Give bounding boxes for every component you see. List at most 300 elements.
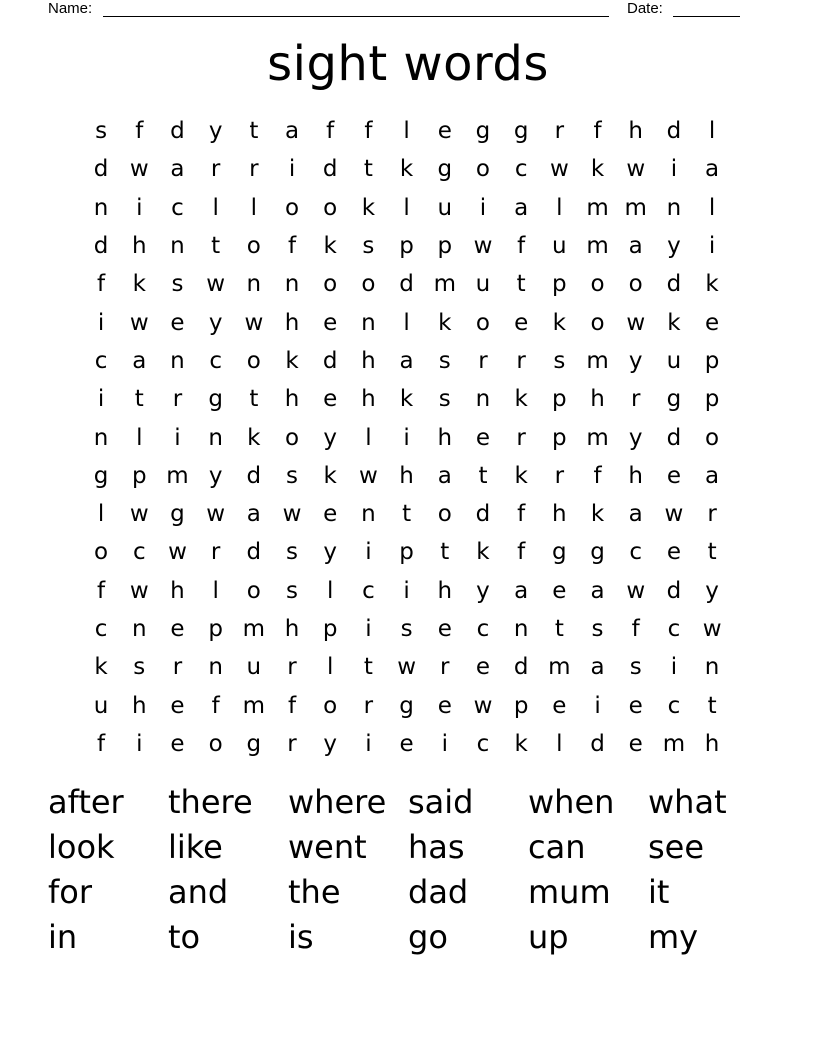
grid-letter: a bbox=[170, 156, 185, 183]
word-list-item: look bbox=[48, 828, 115, 866]
grid-letter: d bbox=[666, 118, 682, 145]
grid-letter: f bbox=[517, 539, 526, 566]
word-list-item: the bbox=[288, 873, 341, 911]
grid-letter: h bbox=[437, 577, 453, 604]
grid-letter: a bbox=[514, 194, 529, 221]
grid-letter: c bbox=[514, 156, 528, 183]
grid-letter: f bbox=[97, 271, 106, 298]
grid-letter: p bbox=[704, 347, 720, 374]
grid-letter: k bbox=[94, 654, 108, 681]
grid-letter: w bbox=[359, 462, 378, 489]
grid-letter: m bbox=[166, 462, 189, 489]
grid-letter: f bbox=[517, 233, 526, 260]
word-list-item: said bbox=[408, 783, 474, 821]
letter-grid bbox=[82, 112, 731, 763]
grid-letter: a bbox=[628, 233, 643, 260]
word-list-item: to bbox=[168, 918, 201, 956]
grid-letter: o bbox=[94, 539, 109, 566]
grid-letter: r bbox=[554, 118, 565, 145]
grid-letter: i bbox=[479, 194, 487, 221]
grid-letter: m bbox=[242, 616, 266, 642]
grid-letter: d bbox=[93, 156, 109, 183]
grid-letter: i bbox=[97, 309, 105, 336]
grid-letter: i bbox=[670, 654, 678, 681]
grid-letter: d bbox=[246, 462, 262, 489]
grid-letter: i bbox=[365, 730, 372, 757]
word-list-item: for bbox=[48, 873, 92, 911]
grid-letter: l bbox=[250, 194, 258, 221]
grid-letter: f bbox=[97, 730, 106, 757]
grid-letter: w bbox=[626, 156, 646, 183]
grid-letter: w bbox=[626, 309, 646, 336]
grid-letter: g bbox=[208, 386, 223, 413]
grid-letter: n bbox=[208, 654, 223, 681]
grid-letter: t bbox=[707, 692, 717, 719]
grid-letter: p bbox=[552, 271, 567, 298]
grid-letter: k bbox=[285, 347, 299, 374]
grid-letter: o bbox=[284, 194, 300, 221]
grid-letter: l bbox=[212, 194, 219, 221]
grid-letter: w bbox=[129, 156, 149, 183]
grid-letter: l bbox=[708, 194, 716, 221]
grid-letter: m bbox=[586, 424, 609, 451]
grid-letter: w bbox=[129, 501, 149, 528]
grid-letter: k bbox=[667, 309, 681, 336]
grid-letter: r bbox=[287, 730, 297, 757]
grid-letter: i bbox=[288, 156, 296, 183]
grid-letter: l bbox=[327, 654, 334, 681]
grid-letter: e bbox=[552, 577, 567, 604]
grid-letter: y bbox=[208, 309, 223, 336]
grid-letter: m bbox=[586, 233, 609, 260]
grid-letter: c bbox=[132, 539, 146, 566]
grid-letter: r bbox=[440, 654, 450, 681]
grid-letter: e bbox=[323, 309, 338, 336]
grid-letter: e bbox=[628, 692, 643, 719]
grid-letter: u bbox=[552, 233, 567, 260]
grid-letter: s bbox=[133, 654, 146, 681]
grid-letter: t bbox=[211, 233, 221, 260]
grid-letter: d bbox=[170, 118, 185, 145]
grid-letter: g bbox=[590, 539, 605, 566]
grid-letter: i bbox=[708, 233, 716, 260]
grid-letter: d bbox=[666, 424, 682, 451]
grid-letter: e bbox=[475, 424, 491, 451]
grid-letter: r bbox=[707, 501, 717, 528]
grid-letter: k bbox=[399, 156, 414, 183]
grid-letter: s bbox=[400, 616, 413, 642]
grid-letter: k bbox=[438, 309, 452, 336]
grid-letter: e bbox=[323, 501, 338, 528]
grid-letter: e bbox=[170, 730, 185, 757]
grid-letter: y bbox=[705, 577, 719, 604]
grid-letter: u bbox=[475, 271, 491, 298]
grid-letter: f bbox=[631, 616, 640, 642]
grid-letter: a bbox=[590, 577, 605, 604]
grid-letter: i bbox=[441, 730, 448, 757]
worksheet-header bbox=[0, 0, 816, 24]
grid-letter: e bbox=[705, 309, 720, 336]
grid-letter: c bbox=[476, 730, 490, 757]
grid-letter: o bbox=[475, 309, 490, 336]
grid-letter: h bbox=[131, 692, 147, 719]
grid-letter: p bbox=[131, 462, 147, 489]
word-list bbox=[48, 780, 768, 960]
grid-letter: h bbox=[399, 462, 414, 489]
grid-letter: c bbox=[629, 539, 643, 566]
grid-letter: h bbox=[284, 309, 300, 336]
grid-letter: i bbox=[403, 577, 410, 604]
grid-letter: h bbox=[284, 386, 300, 413]
grid-letter: m bbox=[624, 194, 647, 221]
grid-letter: h bbox=[437, 424, 453, 451]
grid-letter: r bbox=[249, 156, 259, 183]
word-list-item: went bbox=[288, 828, 367, 866]
grid-letter: l bbox=[327, 577, 334, 604]
grid-letter: u bbox=[246, 654, 262, 681]
grid-letter: r bbox=[516, 347, 526, 374]
grid-letter: d bbox=[666, 577, 682, 604]
grid-letter: i bbox=[97, 386, 105, 413]
grid-letter: d bbox=[666, 271, 682, 298]
grid-letter: t bbox=[478, 462, 488, 489]
grid-letter: e bbox=[170, 692, 185, 719]
grid-letter: u bbox=[437, 194, 453, 221]
grid-letter: s bbox=[286, 462, 299, 489]
grid-letter: h bbox=[170, 577, 185, 604]
grid-letter: r bbox=[363, 692, 374, 719]
grid-letter: h bbox=[284, 616, 300, 642]
grid-letter: l bbox=[136, 424, 143, 451]
grid-letter: i bbox=[365, 539, 372, 566]
grid-letter: s bbox=[629, 654, 642, 681]
grid-letter: i bbox=[136, 194, 143, 221]
grid-letter: a bbox=[590, 654, 605, 681]
grid-letter: l bbox=[365, 424, 372, 451]
grid-letter: e bbox=[323, 386, 338, 413]
grid-letter: k bbox=[132, 271, 146, 298]
grid-letter: e bbox=[437, 616, 452, 642]
grid-letter: t bbox=[440, 539, 450, 566]
grid-letter: g bbox=[399, 692, 414, 719]
grid-letter: s bbox=[286, 539, 299, 566]
grid-letter: c bbox=[171, 194, 184, 221]
grid-letter: k bbox=[590, 156, 605, 183]
grid-letter: e bbox=[666, 539, 681, 566]
grid-letter: k bbox=[705, 271, 719, 298]
grid-letter: o bbox=[361, 271, 376, 298]
grid-letter: i bbox=[670, 156, 678, 183]
grid-letter: u bbox=[666, 347, 682, 374]
grid-letter: l bbox=[708, 118, 716, 145]
grid-letter: n bbox=[170, 347, 185, 374]
grid-letter: g bbox=[93, 462, 109, 489]
grid-letter: s bbox=[286, 577, 299, 604]
grid-letter: y bbox=[208, 462, 223, 489]
grid-letter: k bbox=[399, 386, 414, 413]
grid-letter: p bbox=[399, 539, 414, 566]
grid-letter: y bbox=[667, 233, 681, 260]
grid-letter: a bbox=[628, 501, 643, 528]
grid-letter: o bbox=[284, 424, 300, 451]
grid-letter: a bbox=[514, 577, 529, 604]
grid-letter: c bbox=[362, 577, 375, 604]
grid-letter: o bbox=[437, 501, 452, 528]
grid-letter: n bbox=[93, 194, 109, 221]
grid-letter: g bbox=[246, 730, 262, 757]
grid-letter: p bbox=[208, 616, 223, 642]
grid-letter: w bbox=[473, 692, 493, 719]
word-list-item: like bbox=[168, 828, 223, 866]
grid-letter: d bbox=[322, 347, 338, 374]
grid-letter: f bbox=[97, 577, 106, 604]
grid-letter: m bbox=[662, 730, 686, 757]
grid-letter: o bbox=[246, 233, 261, 260]
grid-letter: k bbox=[361, 194, 376, 221]
grid-letter: e bbox=[514, 309, 529, 336]
grid-letter: p bbox=[513, 692, 529, 719]
grid-letter: r bbox=[478, 347, 488, 374]
grid-letter: w bbox=[244, 309, 264, 336]
grid-letter: a bbox=[437, 462, 452, 489]
grid-letter: y bbox=[323, 730, 338, 757]
grid-letter: s bbox=[95, 118, 108, 145]
grid-letter: f bbox=[326, 118, 335, 145]
grid-letter: w bbox=[702, 616, 722, 642]
grid-letter: p bbox=[437, 233, 453, 260]
grid-letter: o bbox=[590, 309, 605, 336]
grid-letter: a bbox=[284, 118, 300, 145]
grid-letter: o bbox=[323, 692, 338, 719]
grid-letter: d bbox=[513, 654, 529, 681]
name-label: Name: bbox=[48, 0, 93, 17]
grid-letter: i bbox=[365, 616, 372, 642]
word-list-item: what bbox=[648, 783, 727, 821]
grid-letter: f bbox=[287, 233, 297, 260]
word-list-item: in bbox=[48, 918, 78, 956]
grid-letter: m bbox=[433, 271, 456, 298]
grid-letter: o bbox=[628, 271, 643, 298]
grid-letter: o bbox=[323, 194, 338, 221]
grid-letter: p bbox=[322, 616, 338, 642]
grid-letter: n bbox=[704, 654, 720, 681]
grid-letter: o bbox=[246, 577, 261, 604]
grid-letter: y bbox=[323, 424, 338, 451]
grid-letter: c bbox=[667, 692, 681, 719]
word-list-item: dad bbox=[408, 873, 469, 911]
grid-letter: w bbox=[473, 233, 493, 260]
word-list-item: my bbox=[648, 918, 699, 956]
grid-letter: o bbox=[323, 271, 338, 298]
grid-letter: g bbox=[437, 156, 453, 183]
date-label: Date: bbox=[627, 0, 663, 17]
grid-letter: k bbox=[247, 424, 261, 451]
grid-letter: f bbox=[593, 118, 602, 145]
grid-letter: w bbox=[549, 156, 569, 183]
grid-letter: k bbox=[323, 233, 337, 260]
grid-letter: n bbox=[170, 233, 185, 260]
grid-letter: s bbox=[591, 616, 604, 642]
grid-letter: p bbox=[399, 233, 414, 260]
grid-letter: w bbox=[129, 309, 149, 336]
grid-letter: w bbox=[626, 577, 646, 604]
grid-letter: r bbox=[210, 539, 221, 566]
grid-letter: k bbox=[323, 462, 337, 489]
grid-letter: d bbox=[590, 730, 605, 757]
word-list-item: can bbox=[528, 828, 586, 866]
grid-letter: u bbox=[93, 692, 109, 719]
grid-letter: f bbox=[135, 118, 144, 145]
grid-letter: t bbox=[249, 386, 259, 413]
grid-letter: e bbox=[628, 730, 643, 757]
grid-letter: f bbox=[364, 118, 373, 145]
grid-letter: c bbox=[94, 616, 108, 642]
grid-letter: y bbox=[476, 577, 490, 604]
grid-letter: n bbox=[513, 616, 529, 642]
grid-letter: r bbox=[554, 462, 565, 489]
grid-letter: s bbox=[171, 271, 184, 298]
grid-letter: t bbox=[402, 501, 412, 528]
grid-letter: h bbox=[590, 386, 605, 413]
grid-letter: p bbox=[552, 386, 567, 413]
grid-letter: l bbox=[556, 730, 563, 757]
grid-letter: e bbox=[170, 616, 185, 642]
word-list-item: see bbox=[648, 828, 705, 866]
grid-letter: f bbox=[287, 692, 297, 719]
grid-letter: n bbox=[475, 386, 491, 413]
grid-letter: d bbox=[322, 156, 338, 183]
grid-letter: e bbox=[552, 692, 567, 719]
grid-letter: a bbox=[246, 501, 261, 528]
grid-letter: i bbox=[174, 424, 181, 451]
word-list-item: mum bbox=[528, 873, 611, 911]
grid-letter: m bbox=[586, 347, 609, 374]
grid-letter: m bbox=[548, 654, 571, 681]
grid-letter: y bbox=[628, 424, 643, 451]
grid-letter: h bbox=[361, 386, 376, 413]
grid-letter: p bbox=[552, 424, 567, 451]
grid-letter: o bbox=[475, 156, 490, 183]
date-blank-line bbox=[673, 0, 740, 17]
word-list-item: when bbox=[528, 783, 615, 821]
grid-letter: r bbox=[172, 386, 183, 413]
grid-letter: e bbox=[399, 730, 414, 757]
grid-letter: t bbox=[516, 271, 526, 298]
grid-letter: t bbox=[554, 616, 564, 642]
grid-letter: n bbox=[361, 501, 376, 528]
grid-letter: n bbox=[131, 616, 147, 642]
grid-letter: w bbox=[282, 501, 302, 528]
grid-letter: y bbox=[208, 118, 223, 145]
grid-letter: w bbox=[129, 577, 149, 604]
grid-letter: l bbox=[212, 577, 219, 604]
grid-letter: w bbox=[664, 501, 684, 528]
grid-letter: m bbox=[242, 692, 266, 719]
grid-letter: t bbox=[134, 386, 144, 413]
word-list-item: has bbox=[408, 828, 465, 866]
grid-letter: k bbox=[590, 501, 605, 528]
grid-letter: a bbox=[705, 462, 720, 489]
name-blank-line bbox=[103, 0, 609, 17]
grid-letter: i bbox=[136, 730, 143, 757]
grid-letter: f bbox=[593, 462, 602, 489]
grid-letter: l bbox=[97, 501, 105, 528]
grid-letter: c bbox=[476, 616, 490, 642]
grid-letter: s bbox=[362, 233, 375, 260]
grid-letter: s bbox=[438, 347, 451, 374]
grid-letter: h bbox=[628, 462, 643, 489]
word-list-item: it bbox=[648, 873, 670, 911]
grid-letter: g bbox=[513, 118, 529, 145]
grid-letter: d bbox=[93, 233, 109, 260]
grid-letter: o bbox=[705, 424, 720, 451]
grid-letter: e bbox=[170, 309, 185, 336]
grid-letter: w bbox=[397, 654, 416, 681]
grid-letter: g bbox=[475, 118, 491, 145]
grid-letter: k bbox=[552, 309, 566, 336]
grid-letter: e bbox=[475, 654, 491, 681]
grid-letter: n bbox=[284, 271, 300, 298]
grid-letter: y bbox=[323, 539, 338, 566]
grid-letter: h bbox=[704, 730, 720, 757]
grid-letter: y bbox=[628, 347, 643, 374]
grid-letter: a bbox=[399, 347, 414, 374]
grid-letter: l bbox=[403, 118, 410, 145]
grid-letter: f bbox=[211, 692, 220, 719]
grid-letter: i bbox=[403, 424, 410, 451]
grid-letter: a bbox=[132, 347, 147, 374]
grid-letter: p bbox=[704, 386, 720, 413]
grid-letter: g bbox=[552, 539, 567, 566]
grid-letter: w bbox=[168, 539, 187, 566]
grid-letter: w bbox=[206, 271, 226, 298]
grid-letter: o bbox=[590, 271, 605, 298]
grid-letter: k bbox=[514, 462, 528, 489]
grid-letter: k bbox=[476, 539, 490, 566]
grid-letter: c bbox=[667, 616, 681, 642]
grid-letter: s bbox=[553, 347, 566, 374]
grid-letter: e bbox=[437, 118, 452, 145]
grid-letter: t bbox=[363, 654, 373, 681]
grid-letter: g bbox=[170, 501, 185, 528]
grid-letter: g bbox=[666, 386, 682, 413]
grid-letter: r bbox=[630, 386, 641, 413]
grid-letter: h bbox=[131, 233, 147, 260]
grid-letter: h bbox=[628, 118, 643, 145]
grid-letter: r bbox=[516, 424, 526, 451]
grid-letter: e bbox=[437, 692, 452, 719]
grid-letter: n bbox=[208, 424, 223, 451]
grid-letter: r bbox=[172, 654, 183, 681]
grid-letter: o bbox=[246, 347, 261, 374]
grid-letter: d bbox=[399, 271, 414, 298]
grid-letter: l bbox=[556, 194, 563, 221]
grid-letter: r bbox=[210, 156, 221, 183]
word-list-item: there bbox=[168, 783, 253, 821]
grid-letter: c bbox=[209, 347, 222, 374]
grid-letter: t bbox=[249, 118, 259, 145]
grid-letter: m bbox=[586, 194, 609, 221]
grid-letter: n bbox=[93, 424, 109, 451]
grid-letter: l bbox=[403, 309, 410, 336]
grid-letter: r bbox=[287, 654, 297, 681]
word-list-item: up bbox=[528, 918, 569, 956]
page-title: sight words bbox=[267, 36, 549, 92]
grid-letter: e bbox=[666, 462, 681, 489]
grid-letter: t bbox=[707, 539, 717, 566]
grid-letter: f bbox=[517, 501, 526, 528]
grid-letter: t bbox=[363, 156, 373, 183]
